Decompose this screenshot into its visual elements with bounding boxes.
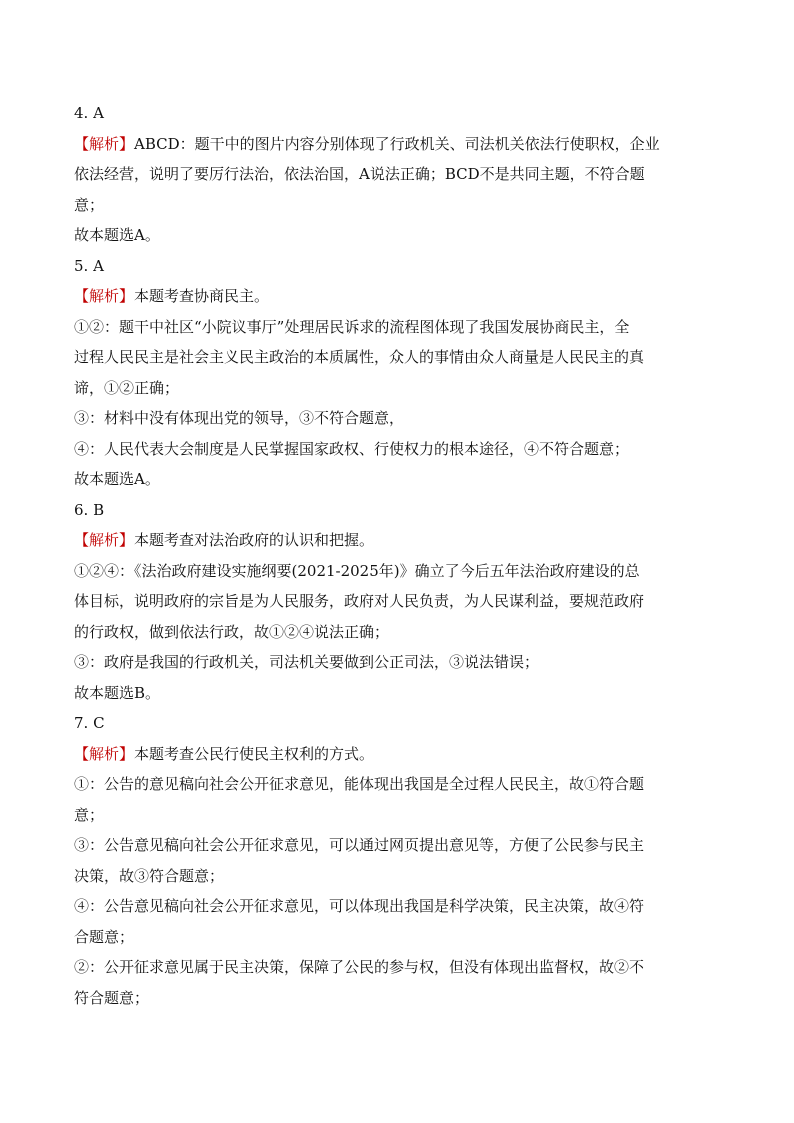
text-line: ①：公告的意见稿向社会公开征求意见，能体现出我国是全过程人民民主，故①符合题 (74, 775, 645, 793)
analysis-tag: 【解析】 (74, 287, 135, 305)
text-line: ③：公告意见稿向社会公开征求意见，可以通过网页提出意见等，方便了公民参与民主 (74, 836, 645, 854)
analysis-line (74, 525, 678, 556)
text-line: ③：政府是我国的行政机关，司法机关要做到公正司法，③说法错误； (74, 653, 540, 671)
question-5-block (74, 251, 678, 495)
answer-line: 5. A (74, 256, 104, 275)
text-line: 意； (74, 805, 105, 824)
text-line: ④：公告意见稿向社会公开征求意见，可以体现出我国是科学决策，民主决策，故④符 (74, 897, 645, 915)
answer-line: 4. A (74, 104, 104, 122)
answer-line: 6. B (74, 500, 105, 519)
text-line: 决策，故③符合题意； (74, 866, 225, 885)
analysis-tag: 【解析】 (74, 744, 135, 763)
answer-line: 7. C (74, 714, 105, 732)
analysis-line (74, 739, 678, 770)
text-line: ③：材料中没有体现出党的领导，③不符合题意， (74, 409, 405, 427)
text-line: 故本题选A。 (74, 226, 160, 244)
question-6-block (74, 495, 678, 709)
text-line: 谛，①②正确； (74, 378, 180, 397)
text-line: 的行政权，做到依法行政，故①②④说法正确； (74, 622, 390, 641)
text-line: ①②：题干中社区“小院议事厅”处理居民诉求的流程图体现了我国发展协商民主，全 (74, 317, 630, 336)
text-line: ④：人民代表大会制度是人民掌握国家政权、行使权力的根本途径，④不符合题意； (74, 439, 630, 458)
analysis-line (74, 281, 678, 312)
text-line: ①②④：《法治政府建设实施纲要(2021-2025年)》确立了今后五年法治政府建设的总 (74, 561, 640, 580)
text-line: ②：公开征求意见属于民主决策，保障了公民的参与权，但没有体现出监督权，故②不 (74, 958, 645, 976)
analysis-line (74, 129, 678, 160)
analysis-tag: 【解析】 (74, 531, 135, 549)
text-line: 本题考查对法治政府的认识和把握。 (134, 531, 375, 549)
text-line: 依法经营，说明了要厉行法治，依法治国，A说法正确；BCD不是共同主题，不符合题 (74, 165, 645, 183)
analysis-tag: 【解析】 (74, 134, 135, 153)
text-line: 意； (74, 195, 105, 214)
text-line: 体目标，说明政府的宗旨是为人民服务，政府对人民负责，为人民谋利益，要规范政府 (74, 592, 645, 610)
text-line: ABCD：题干中的图片内容分别体现了行政机关、司法机关依法行使职权，企业 (134, 134, 660, 153)
text-line: 故本题选A。 (74, 470, 160, 488)
question-4-block (74, 98, 678, 251)
text-line: 故本题选B。 (74, 683, 161, 702)
text-line: 本题考查公民行使民主权利的方式。 (134, 744, 375, 763)
question-7-block (74, 708, 678, 1013)
text-line: 过程人民民主是社会主义民主政治的本质属性，众人的事情由众人商量是人民民主的真 (74, 348, 645, 366)
text-line: 本题考查协商民主。 (134, 287, 270, 305)
answer-explanations (74, 98, 678, 1013)
text-line: 合题意； (74, 927, 135, 946)
text-line: 符合题意； (74, 988, 150, 1007)
